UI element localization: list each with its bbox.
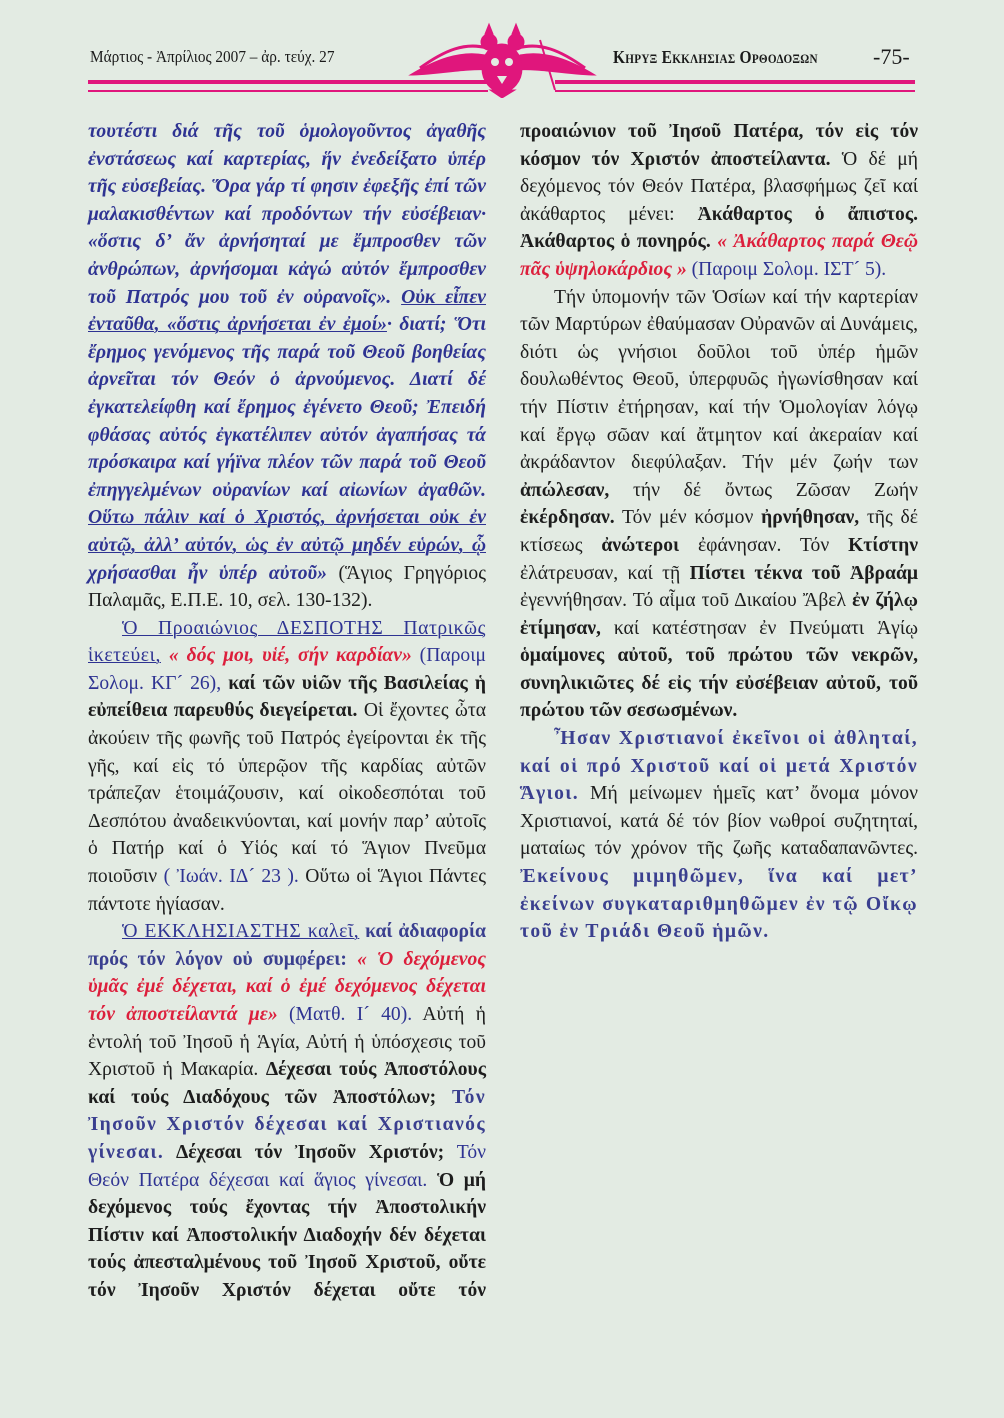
text-run: (Ἅγιος Γρηγόριος Παλαμᾶς, Ε.Π.Ε. 10, σελ. 130-132). (88, 562, 486, 612)
text-run: Τόν Θεόν Πατέρα δέχεσαι καί ἅγιος γίνεσαι. (88, 1141, 486, 1191)
text-run: τῆς δέ κτίσεως (520, 507, 919, 556)
text-run: ἠρνήθησαν, (761, 507, 860, 529)
text-run: Ὁ Προαιώνιος ΔΕΣΠΟΤΗΣ Πατρικῶς ἱκετεύει, (88, 617, 486, 667)
text-run: τήν δέ ὄντως Ζῶσαν Ζωήν (609, 479, 918, 501)
header-rule-thin-right (555, 90, 915, 92)
text-run: Ἦσαν Χριστιανοί ἐκεῖνοι οἱ ἀθληταί, καί οἱ πρό Χριστοῦ καί οἱ μετά Χριστόν Ἅγιοι. (520, 728, 918, 805)
text-run: Ὁ δέ μή δεχόμενος τόν Θεόν Πατέρα, βλασφήμως ζεῖ καί ἀκάθαρτος μένει: (520, 148, 918, 225)
text-run: Τόν μέν κόσμον (614, 507, 762, 529)
text-run: Οὐκ εἶπεν ἐνταῦθα, «ὅστις ἀρνήσεται ἐν ἐμοί» (88, 286, 487, 336)
text-run: « Ἀκάθαρτος παρά Θεῷ πᾶς ὑψηλοκάρδιος » (520, 231, 918, 280)
paragraph (88, 615, 486, 919)
text-run: Ἀκάθαρτος ὁ ἄπιστος. Ἀκάθαρτος ὁ πονηρός. (520, 203, 918, 253)
text-run: ἐφάνησαν. Τόν (679, 534, 849, 556)
text-run: (Παροιμ Σολομ. ΚΓ´ 26), (88, 645, 486, 694)
journal-title: Κηρυξ Εκκλησιας Ορθοδοξων (613, 47, 818, 67)
text-run: (Παροιμ Σολομ. ΙΣΤ´ 5). (686, 258, 887, 280)
text-run: Μή μείνωμεν ἡμεῖς κατ’ ὄνομα μόνον Χριστιανοί, κατά δέ τόν βίον νωθροί συζητηταί, ματαίως τόν χρόνον τῆς ζωῆς καταδαπανῶντες. (520, 783, 918, 860)
text-run: Κτίστην (848, 534, 918, 556)
text-run: Πίστει τέκνα τοῦ Ἀβραάμ (689, 562, 918, 584)
paragraph (520, 725, 918, 946)
text-run: Οὕτω πάλιν καί ὁ Χριστός, ἀρνήσεται οὐκ ἐν αὐτῷ, ἀλλ’ αὐτόν, ὡς ἐν αὐτῷ μηδέν εὑρών, ᾧ (88, 507, 486, 556)
text-run: τουτέστι διά τῆς τοῦ ὁμολογοῦντος ἀγαθῆς ἐνστάσεως καί καρτερίας, ἥν ἐνεδείξατο ὑπέρ τῆς εὐσεβείας. Ὅρα γάρ τί φησιν ἐφεξῆς ἐπί τῶν μαλακισθέντων καί προδόντων τήν εὐσέβειαν· «ὅστις δ’ ἄν ἀρνήσηταί με ἔμπροσθεν τῶν ἀνθρώπων, ἀρνήσομαι κἀγώ αὐτόν ἔμπροσθεν τοῦ Πατρός μου τοῦ ἐν οὐρανοῖς». (88, 121, 486, 308)
text-run: ἐκέρδησαν. (520, 507, 615, 529)
text-run: ( Ἰωάν. ΙΔ´ 23 ). (163, 866, 299, 888)
text-run: « δός μοι, υἱέ, σήν καρδίαν» (160, 645, 412, 667)
text-run: χρήσασθαι ἦν ὑπέρ αὐτοῦ» (88, 562, 327, 584)
text-run: ἐν ζήλῳ ἐτίμησαν, (520, 590, 918, 639)
text-run: καί ἀδιαφορία πρός τόν λόγον οὐ συμφέρει: (88, 921, 486, 970)
text-run: Ὁ μή δεχόμενος τούς ἔχοντας τήν Ἀποστολικήν Πίστιν καί Ἀποστολικήν Διαδοχήν δέν δέχεται τούς ἀπεσταλμένους τοῦ Ἰησοῦ Χριστοῦ, οὔτε τόν Ἰησοῦν Χριστόν δέχεται οὔτε τόν προαιώνιον τοῦ Ἰησοῦ Πατέρα, τόν εἰς τόν κόσμον τόν Χριστόν ἀποστείλαντα. (88, 121, 918, 1301)
text-run: Ἐκείνους μιμηθῶμεν, ἵνα καί μετ’ ἐκείνων συγκαταριθμηθῶμεν ἐν τῷ Οἴκῳ τοῦ ἐν Τριάδι Θεοῦ ἡμῶν. (520, 866, 918, 943)
text-run: Τόν Ἰησοῦν Χριστόν δέχεσαι καί Χριστιανός γίνεσαι. (88, 1086, 486, 1163)
text-run: · διατί; Ὅτι ἔρημος γενόμενος τῆς παρά τοῦ Θεοῦ βοηθείας ἀρνεῖται τόν Θεόν ὁ ἀρνούμενος. Διατί δέ ἐγκατελείφθη καί ἔρημος ἐγένετο Θεοῦ; Ἐπειδή φθάσας αὐτός ἐγκατέλιπεν αὐτόν ἀγαπήσας τά πρόσκαιρα καί γήϊνα πλέον τῶν παρά τοῦ Θεοῦ ἐπηγγελμένων οὐρανίων καί αἰωνίων ἀγαθῶν. (88, 314, 486, 501)
text-run: Δέχεσαι τούς Ἀποστόλους καί τούς Διαδόχους τῶν Ἀποστόλων; (88, 1059, 486, 1108)
text-run: ἐλάτρευσαν, καί τῇ (520, 562, 690, 584)
text-run: Δέχεσαι τόν Ἰησοῦν Χριστόν; (164, 1141, 445, 1163)
header-rule-thick-right (555, 80, 915, 84)
text-run: (Ματθ. Ι´ 40). (277, 1004, 413, 1025)
text-run: καί τῶν υἱῶν τῆς Βασιλείας ἡ εὐπείθεια παρευθύς διεγείρεται. (88, 672, 486, 722)
text-run: Ὁ ΕΚΚΛΗΣΙΑΣΤΗΣ καλεῖ, (122, 921, 360, 943)
text-run: Αὐτή ἡ ἐντολή τοῦ Ἰησοῦ ἡ Ἁγία, Αὐτή ἡ ὑπόσχεσις τοῦ Χριστοῦ ἡ Μακαρία. (88, 1004, 486, 1081)
text-run: Οὕτω οἱ Ἅγιοι Πάντες πάντοτε ἡγίασαν. (88, 866, 486, 915)
paragraph (520, 284, 918, 726)
text-run: « Ὁ δεχόμενος ὑμᾶς ἐμέ δέχεται, καί ὁ ἐμέ δεχόμενος δέχεται τόν ἀποστείλαντά με» (88, 948, 486, 1025)
text-run: ἐγεννήθησαν. Τό αἷμα τοῦ Δικαίου Ἄβελ (520, 590, 853, 612)
text-run: Τήν ὑπομονήν τῶν Ὁσίων καί τήν καρτερίαν τῶν Μαρτύρων ἐθαύμασαν Οὐρανῶν αἱ Δυνάμεις, διότι ὡς γνήσιοι δοῦλοι τοῦ ὑπέρ ἡμῶν δουλωθέντος Θεοῦ, ὑπερφυῶς ἠγωνίσθησαν καί τήν Πίστιν ἐτήρησαν, καί τήν Ὁμολογίαν λόγῳ καί ἔργῳ σῶαν καί ἄτμητον καί ἀκεραίαν καί ἀκράδαντον διεφύλαξαν. Τήν μέν ζωήν των (520, 286, 918, 474)
article-body (88, 118, 918, 1318)
text-run: καί κατέστησαν ἐν Πνεύματι Ἁγίῳ (600, 617, 918, 639)
issue-info: Μάρτιος - Ἀπρίλιος 2007 – ἀρ. τεύχ. 27 (90, 47, 335, 66)
text-run: ἀνώτεροι (601, 534, 680, 556)
double-headed-eagle-icon (405, 20, 600, 98)
page-number: -75- (873, 44, 910, 69)
text-run: Οἱ ἔχοντες ὦτα ἀκούειν τῆς φωνῆς τοῦ Πατρός ἐγείρονται ἐκ τῆς γῆς, καί εἰς τό ὑπερῷον τῆς καρδίας αὐτῶν τράπεζαν ἑτοιμάζουσιν, καί οἰκοδεσπόται τοῦ Δεσπότου ἀναδεικνύονται, καί μονήν παρ’ αὐτοῖς ὁ Πατήρ καί ὁ Υἱός καί τό Ἅγιον Πνεῦμα ποιοῦσιν (88, 700, 487, 888)
paragraph (88, 118, 486, 615)
text-run: ὁμαίμονες αὐτοῦ, τοῦ πρώτου τῶν νεκρῶν, συνηλικιῶτες δέ εἰς τήν εὐσέβειαν αὐτοῦ, τοῦ πρώτου τῶν σεσωσμένων. (520, 645, 918, 722)
text-run: ἀπώλεσαν, (520, 479, 610, 501)
